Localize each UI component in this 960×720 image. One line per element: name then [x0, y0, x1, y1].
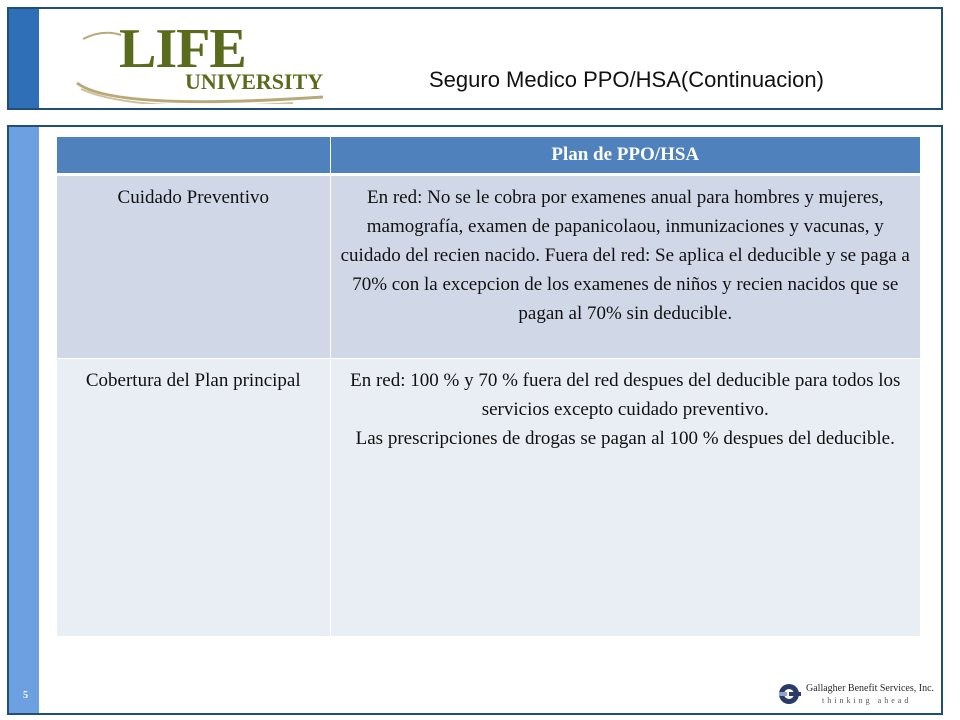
table-row [57, 359, 920, 637]
row-description-main-coverage [330, 359, 920, 637]
content-panel [7, 125, 943, 715]
life-university-logo [73, 19, 333, 104]
content-accent-band [9, 127, 39, 713]
table-header-plan: Plan de PPO/HSA [330, 137, 920, 175]
row-label-preventive: Cuidado Preventivo [57, 175, 330, 359]
row-description-preventive: En red: No se le cobra por examenes anual para hombres y mujeres, mamografía, examen de papanicolaou, inmunizaciones y vacunas, y cuidado del recien nacido. Fuera del red: Se aplica el deducible y se paga a 70% con la excepcion de los examenes de niños y recien nacidos que se pagan al 70% sin deducible. [330, 175, 920, 359]
main-coverage-line-2: Las prescripciones de drogas se pagan al 100 % despues del deducible. [355, 428, 895, 449]
logo-university-text: UNIVERSITY [185, 69, 324, 94]
row-label-main-coverage: Cobertura del Plan principal [57, 359, 330, 637]
slide-number: 5 [23, 690, 28, 701]
header-panel [7, 7, 943, 110]
table-row [57, 175, 920, 359]
main-coverage-line-1: En red: 100 % y 70 % fuera del red despues del deducible para todos los servicios excepto cuidado preventivo. [350, 370, 901, 420]
table-header-empty [57, 137, 330, 175]
page-title: Seguro Medico PPO/HSA(Continuacion) [429, 67, 824, 92]
gallagher-company-name: Gallagher Benefit Services, Inc. [806, 683, 935, 694]
table-header-row [57, 137, 920, 175]
plan-table [57, 137, 920, 636]
gallagher-tagline: thinking ahead [822, 696, 912, 705]
gallagher-logo [776, 681, 936, 709]
header-accent-band [9, 9, 39, 108]
logo-life-text: LIFE [119, 18, 246, 80]
gallagher-g-icon [776, 683, 802, 705]
